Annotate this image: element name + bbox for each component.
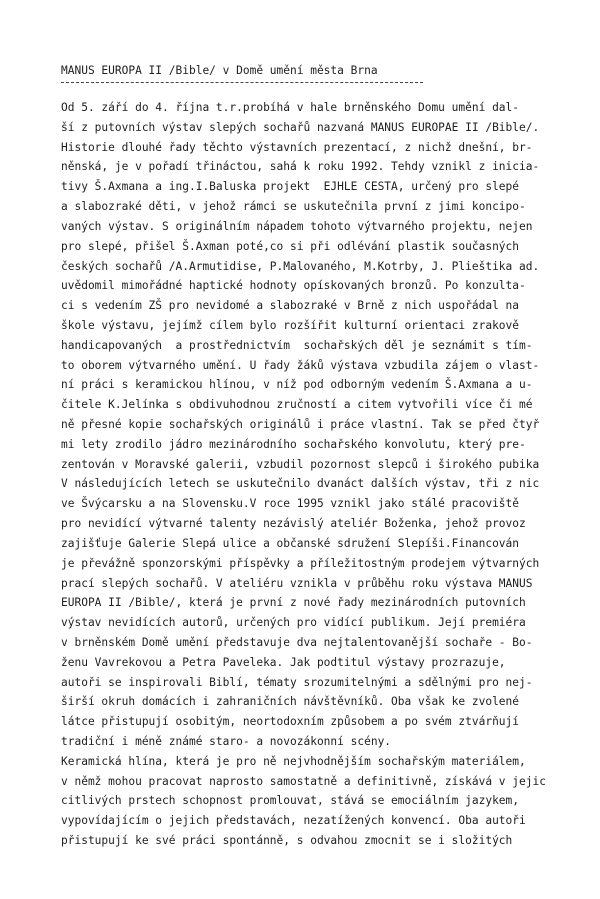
text-line: handicapovaných a prostřednictvím sochařských děl je seznámit s tím- [61, 338, 533, 352]
text-line: něnská, je v pořadí třináctou, sahá k roku 1992. Tehdy vznikl z inicia- [61, 160, 540, 174]
text-line: látce přistupují osobitým, neortodoxním způsobem a po svém ztvárňují [61, 715, 520, 729]
text-line: ve Švýcarsku a na Slovensku.V roce 1995 vznikl jako stálé pracoviště [61, 497, 520, 511]
text-line: tivy Š.Axmana a ing.I.Baluska projekt EJHLE CESTA, určený pro slepé [61, 180, 520, 194]
text-line: zajišťuje Galerie Slepá ulice a občanské sdružení Slepíši.Financován [61, 536, 520, 550]
text-line: mi lety zrodilo jádro mezinárodního sochařského konvolutu, který pre- [61, 437, 526, 451]
text-line: pro slepé, přišel Š.Axman poté,co si při odlévání plastik současných [61, 239, 520, 253]
document-title: MANUS EUROPA II /Bible/ v Domě umění města Brna [61, 64, 378, 77]
text-line: škole výstavu, jejímž cílem bylo rozšířit kulturní orientaci zrakově [61, 318, 520, 332]
text-line: pro nevidící výtvarné talenty nezávislý ateliér Boženka, jehož provoz [61, 517, 526, 531]
title-underline [61, 82, 423, 83]
text-line: ci s vedením ZŠ pro nevidomé a slabozraké v Brně z nich uspořádal na [61, 299, 520, 313]
text-line: ní práci s keramickou hlínou, v níž pod odborným vedením Š.Axmana a u- [61, 378, 533, 392]
text-line: Historie dlouhé řady těchto výstavních prezentací, z nichž dnešní, br- [61, 140, 533, 154]
document-body [61, 98, 546, 851]
text-line: V následujících letech se uskutečnilo dvanáct dalších výstav, tři z nic [61, 477, 540, 491]
text-line: českých sochařů /A.Armutidise, P.Malovaného, M.Kotrby, J. Plieštika ad. [61, 259, 540, 273]
text-line: Keramická hlína, která je pro ně nejvhodnějším sochařským materiálem, [61, 754, 526, 768]
text-line: v brněnském Domě umění představuje dva nejtalentovanější sochaře - Bo- [61, 635, 533, 649]
text-line: EUROPA II /Bible/, která je první z nové řady mezinárodních putovních [61, 596, 526, 610]
text-line: a slabozraké děti, v jehož rámci se uskutečnila první z jimi koncipo- [61, 200, 526, 214]
text-line: tradiční i méně známé staro- a novozákonní scény. [61, 735, 392, 748]
text-line: uvědomil mimořádné haptické hodnoty opískovaných bronzů. Po konzulta- [61, 279, 526, 293]
text-line: ženu Vavrekovou a Petra Paveleka. Jak podtitul výstavy prozrazuje, [61, 655, 506, 669]
text-line: citlivých prstech schopnost promlouvat, stává se emociálním jazykem, [61, 794, 520, 808]
text-line: je převážně sponzorskými příspěvky a příležitostným prodejem výtvarných [61, 556, 540, 570]
text-line: přistupují ke své práci spontánně, s odvahou zmocnit se i složitých [61, 834, 513, 848]
text-line: prací slepých sochařů. V ateliéru vznikla v průběhu roku výstava MANUS [61, 576, 533, 590]
text-line: vypovídajícím o jejich představách, nezatížených konvencí. Oba autoři [61, 814, 526, 828]
text-line: ně přesné kopie sochařských originálů i práce vlastní. Tak se před čtyř [61, 418, 540, 431]
text-line: širší okruh domácích i zahraničních návštěvníků. Oba však ke zvolené [61, 695, 520, 709]
text-line: autoři se inspirovali Biblí, tématy srozumitelnými a sdělnými pro nej- [61, 675, 533, 689]
text-line: Od 5. září do 4. října t.r.probíhá v hale brněnského Domu umění dal- [61, 101, 520, 114]
text-line: čitele K.Jelínka s obdivuhodnou zručností a citem vytvořili více či mé [61, 398, 533, 412]
text-line: zentován v Moravské galerii, vzbudil pozornost slepců i širokého pubika [61, 457, 540, 471]
text-line: výstav nevidících autorů, určených pro vidící publikum. Její premiéra [61, 616, 526, 630]
text-line: to oborem výtvarného umění. U řady žáků výstava vzbudila zájem o vlast- [61, 358, 540, 372]
text-line: ší z putovních výstav slepých sochařů nazvaná MANUS EUROPAE II /Bible/. [61, 120, 540, 134]
text-line: v němž mohou pracovat naprosto samostatně a definitivně, získává v jejic [61, 774, 546, 788]
text-line: vaných výstav. S originálním nápadem tohoto výtvarného projektu, nejen [61, 219, 533, 233]
